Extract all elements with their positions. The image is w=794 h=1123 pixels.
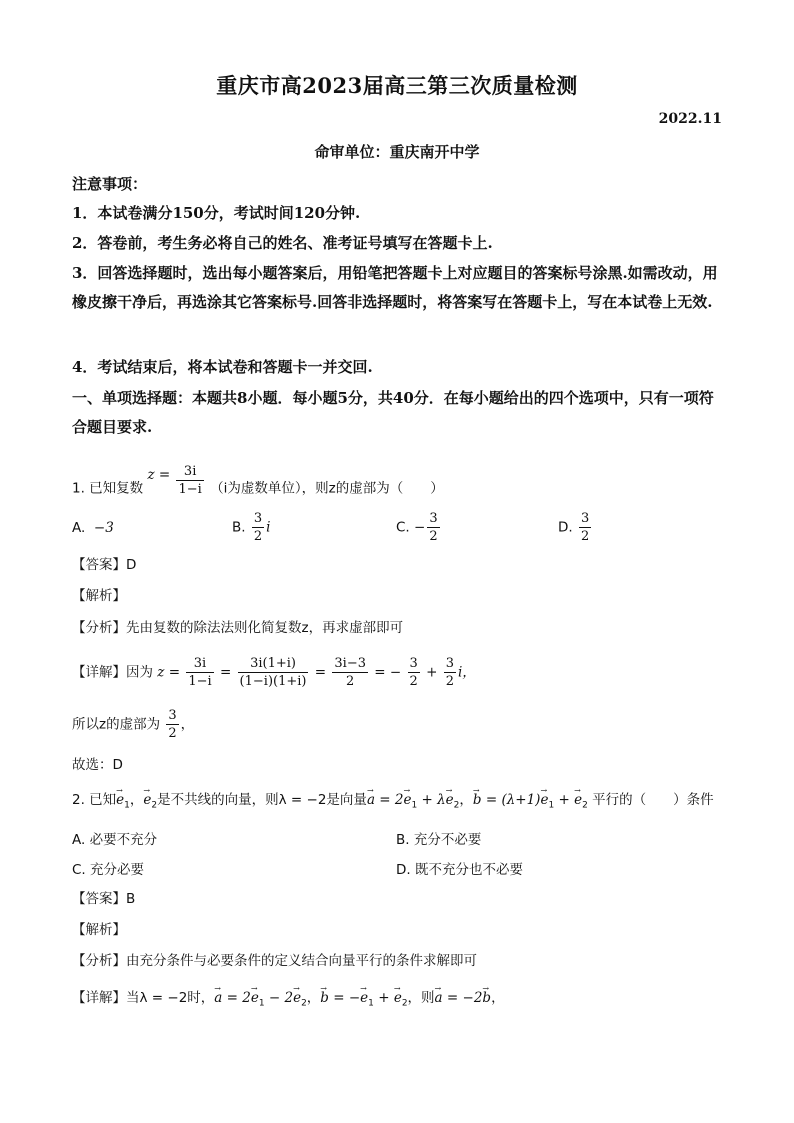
q1-option-a: A. −3 [72,520,114,536]
organizer: 命审单位：重庆南开中学 [314,143,480,161]
exam-date: 2022.11 [658,111,722,127]
q2-option-b: B. 充分不必要 [396,832,482,848]
q2-option-c: C. 充分必要 [72,862,145,878]
q1-detail: 【详解】因为 z = $\frac{3i}{1-i}$ = $\frac{3i(1+i)}{(1-i)(1+i)}$ = $\frac{3i-3}{2}$ = − $\frac{3}{2}$ + $\frac{3}{2}$ i， [72,656,476,689]
note-item-2: 2．答卷前，考生务必将自己的姓名、准考证号填写在答题卡上. [72,234,493,252]
note-item-4: 4．考试结束后，将本试卷和答题卡一并交回. [72,358,373,376]
q2-detail: 【详解】当λ = −2时，→ $a = 2\to e_1 - 2\to e_2$，→ b = −→ $e_1$ + → $e_2$，则→ a = −2→ b， [72,988,505,1014]
notes-heading: 注意事项： [72,175,148,193]
q1-stem: 1. 已知复数 z = $\frac{3i}{1-i}$ （i为虚数单位），则z的虚部为（ ） [72,464,444,497]
q1-choose: 故选：D [72,757,123,773]
q1-answer: 【答案】D [72,557,137,573]
q1-conclusion: 所以z的虚部为 $\frac{3}{2}$ ， [72,708,195,741]
q2-fenxi: 【分析】由充分条件与必要条件的定义结合向量平行的条件求解即可 [72,953,477,969]
q1-analysis-label: 【解析】 [72,588,126,604]
page-title: 重庆市高2023届高三第三次质量检测 [216,73,578,98]
section-heading: 一、单项选择题：本题共8小题．每小题5分，共40分．在每小题给出的四个选项中，只有一项符合题目要求. [72,389,714,436]
q1-fenxi: 【分析】先由复数的除法法则化简复数z，再求虚部即可 [72,620,404,636]
note-item-1: 1．本试卷满分150分，考试时间120分钟. [72,204,361,222]
q2-answer: 【答案】B [72,891,136,907]
q1-option-b: B. $\frac{3}{2}$ i [232,511,271,544]
q1-fraction: $\frac{3i}{1-i}$ [178,464,202,497]
note-item-3: 3．回答选择题时，选出每小题答案后，用铅笔把答题卡上对应题目的答案标号涂黑.如需改动，用橡皮擦干净后，再选涂其它答案标号.回答非选择题时，将答案写在答题卡上，写在本试卷上无效. [72,264,718,311]
q2-option-d: D. 既不充分也不必要 [396,862,523,878]
q2-analysis-label: 【解析】 [72,922,126,938]
q2-option-a: A. 必要不充分 [72,832,158,848]
q2-stem: 2. 已知→ $e_1$，→ $e_2$是不共线的向量，则λ = −2是向量→ $a = 2\to e_1 + \lambda\to e_2$，→ $b = (\lambda+1)\to e_1$ + → $e_2$ 平行的（ ）条件 [72,790,714,816]
q1-option-d: D. $\frac{3}{2}$ [558,511,590,544]
q1-option-c: C. − $\frac{3}{2}$ [396,511,438,544]
